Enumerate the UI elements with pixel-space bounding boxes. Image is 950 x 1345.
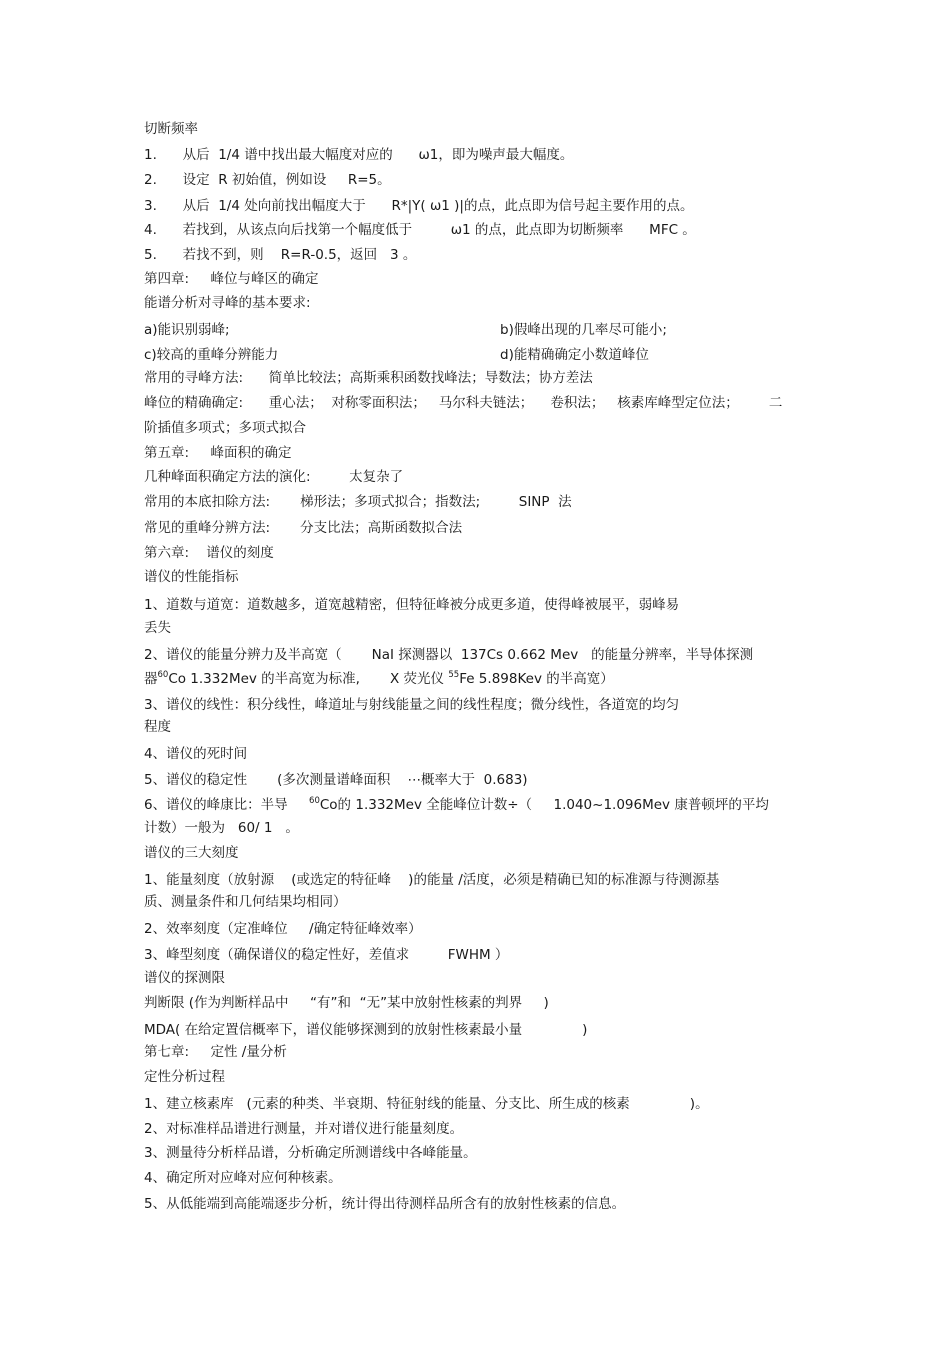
text-line: 程度 <box>144 719 171 735</box>
chapter-6-heading: 第六章: 谱仪的刻度 <box>144 545 274 561</box>
text-segment: Co 1.332Mev 的半高宽为标准, X 荧光仪 <box>168 671 449 687</box>
requirement-d: d)能精确确定小数道峰位 <box>500 347 649 363</box>
text-line: 4、谱仪的死时间 <box>144 746 248 762</box>
text-line: 1、建立核素库 (元素的种类、半衰期、特征射线的能量、分支比、所生成的核素 )。 <box>144 1096 709 1112</box>
text-line: 质、测量条件和几何结果均相同） <box>144 894 347 910</box>
text-line: 判断限 (作为判断样品中 “有”和 “无”某中放射性核素的判界 ) <box>144 995 549 1011</box>
text-line: 5、谱仪的稳定性 (多次测量谱峰面积 ⋯概率大于 0.683) <box>144 772 528 788</box>
text-segment: 6、谱仪的峰康比：半导 <box>144 797 310 813</box>
text-segment: 器 <box>144 671 158 687</box>
text-line: 3、测量待分析样品谱，分析确定所测谱线中各峰能量。 <box>144 1145 477 1161</box>
text-line: 5、从低能端到高能端逐步分析，统计得出待测样品所含有的放射性核素的信息。 <box>144 1196 626 1212</box>
requirement-a: a)能识别弱峰; <box>144 322 230 338</box>
superscript: 60 <box>309 796 320 806</box>
text-line: 2、谱仪的能量分辨力及半高宽（ NaI 探测器以 137Cs 0.662 Mev 的能量分辨率，半导体探测 <box>144 647 754 663</box>
text-line: 2、对标准样品谱进行测量，并对谱仪进行能量刻度。 <box>144 1121 464 1137</box>
chapter-5-heading: 第五章: 峰面积的确定 <box>144 445 292 461</box>
text-line: 3、谱仪的线性：积分线性，峰道址与射线能量之间的线性程度；微分线性，各道宽的均匀 <box>144 697 680 713</box>
text-line: 1、能量刻度（放射源 (或选定的特征峰 )的能量 /活度，必须是精确已知的标准源与待测源基 <box>144 872 720 888</box>
step-4: 4. 若找到，从该点向后找第一个幅度低于 ω1 的点，此点即为切断频率 MFC 。 <box>144 222 696 238</box>
text-segment: Co的 1.332Mev 全能峰位计数÷（ 1.040~1.096Mev 康普顿坪的平均 <box>319 797 769 813</box>
text-line: 计数）一般为 60/ 1 。 <box>144 820 299 836</box>
step-1: 1. 从后 1/4 谱中找出最大幅度对应的 ω1，即为噪声最大幅度。 <box>144 147 574 163</box>
chapter-4-heading: 第四章: 峰位与峰区的确定 <box>144 271 319 287</box>
text-segment: Fe 5.898Kev 的半高宽） <box>459 671 614 687</box>
text-line: 能谱分析对寻峰的基本要求: <box>144 295 311 311</box>
superscript: 55 <box>448 670 460 680</box>
text-line: 1、道数与道宽：道数越多，道宽越精密，但特征峰被分成更多道，使得峰被展平，弱峰易 <box>144 597 680 613</box>
text-line: 2、效率刻度（定准峰位 /确定特征峰效率） <box>144 921 422 937</box>
text-line-with-superscripts <box>144 670 614 688</box>
text-line: 3、峰型刻度（确保谱仪的稳定性好，差值求 FWHM ） <box>144 947 509 963</box>
text-line: 4、确定所对应峰对应何种核素。 <box>144 1170 342 1186</box>
text-line: 定性分析过程 <box>144 1069 225 1085</box>
text-line-with-superscripts <box>144 796 769 814</box>
superscript: 60 <box>157 670 169 680</box>
text-line: 常用的本底扣除方法: 梯形法；多项式拟合；指数法; SINP 法 <box>144 494 572 510</box>
step-5: 5. 若找不到，则 R=R-0.5，返回 3 。 <box>144 247 417 263</box>
requirement-c: c)较高的重峰分辨能力 <box>144 347 279 363</box>
text-line: 阶插值多项式；多项式拟合 <box>144 420 306 436</box>
text-line: 谱仪的三大刻度 <box>144 845 239 861</box>
text-line: 常见的重峰分辨方法: 分支比法；高斯函数拟合法 <box>144 520 463 536</box>
step-2: 2. 设定 R 初始值，例如设 R=5。 <box>144 172 391 188</box>
text-line: 常用的寻峰方法: 简单比较法；高斯乘积函数找峰法；导数法；协方差法 <box>144 370 593 386</box>
text-line: 几种峰面积确定方法的演化: 太复杂了 <box>144 469 404 485</box>
chapter-7-heading: 第七章: 定性 /量分析 <box>144 1044 287 1060</box>
text-line: 峰位的精确确定: 重心法； 对称零面积法； 马尔科夫链法； 卷积法； 核素库峰型定位法； 二 <box>144 395 783 411</box>
requirement-b: b)假峰出现的几率尽可能小; <box>500 322 667 338</box>
text-line: 丢失 <box>144 620 171 636</box>
text-line: 谱仪的探测限 <box>144 970 225 986</box>
section-heading-cutoff-frequency: 切断频率 <box>144 121 198 137</box>
text-line: MDA( 在给定置信概率下，谱仪能够探测到的放射性核素最小量 ) <box>144 1022 588 1038</box>
step-3: 3. 从后 1/4 处向前找出幅度大于 R*|Y( ω1 )|的点，此点即为信号起主要作用的点。 <box>144 198 694 214</box>
text-line: 谱仪的性能指标 <box>144 569 239 585</box>
